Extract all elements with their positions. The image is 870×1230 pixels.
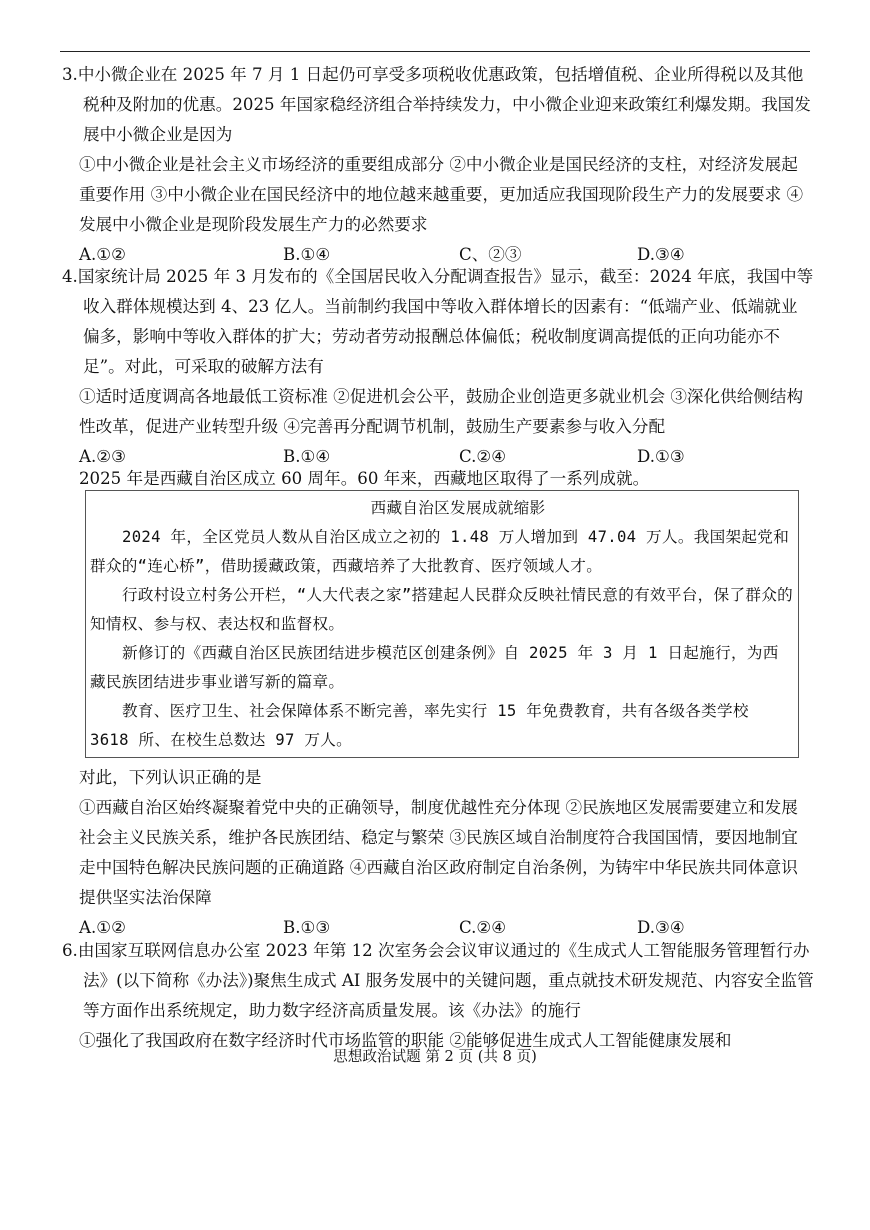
page-footer: 思想政治试题 第 2 页 (共 8 页) bbox=[333, 1048, 537, 1065]
choice-b[interactable]: B.①④ bbox=[283, 447, 331, 466]
material-paragraph: 新修订的《西藏自治区民族团结进步模范区创建条例》自 2025 年 3 月 1 日起施行，为西藏民族团结进步事业谱写新的篇章。 bbox=[90, 644, 779, 691]
question-5-intro: 2025 年是西藏自治区成立 60 周年。60 年来，西藏地区取得了一系列成就。 bbox=[79, 469, 650, 488]
choice-b[interactable]: B.①④ bbox=[283, 245, 331, 264]
material-paragraph: 2024 年，全区党员人数从自治区成立之初的 1.48 万人增加到 47.04 万人。我国架起党和群众的“连心桥”，借助援藏政策，西藏培养了大批教育、医疗领域人才。 bbox=[90, 528, 790, 575]
question-4-statements: ①适时适度调高各地最低工资标准 ②促进机会公平，鼓励企业创造更多就业机会 ③深化供给侧结构性改革，促进产业转型升级 ④完善再分配调节机制，鼓励生产要素参与收入分配 bbox=[79, 387, 804, 436]
choice-d[interactable]: D.③④ bbox=[637, 918, 685, 937]
question-4 bbox=[62, 262, 814, 472]
question-3 bbox=[62, 60, 814, 270]
question-5 bbox=[62, 763, 814, 943]
question-3-stem: 3.中小微企业在 2025 年 7 月 1 日起仍可享受多项税收优惠政策，包括增值税、企业所得税以及其他税种及附加的优惠。2025 年国家稳经济组合举持续发力，中小微企业迎来政策红利爆发期。我国发展中小微企业是因为 bbox=[62, 65, 811, 144]
choice-c[interactable]: C.②④ bbox=[459, 447, 507, 466]
question-6-stem: 6.由国家互联网信息办公室 2023 年第 12 次室务会会议审议通过的《生成式人工智能服务管理暂行办法》(以下简称《办法》)聚焦生成式 AI 服务发展中的关键问题，重点就技术研发规范、内容安全监管等方面作出系统规定，助力数字经济高质量发展。该《办法》的施行 bbox=[62, 941, 814, 1020]
material-box bbox=[85, 490, 799, 758]
material-paragraph: 教育、医疗卫生、社会保障体系不断完善，率先实行 15 年免费教育，共有各级各类学校 3618 所、在校生总数达 97 万人。 bbox=[90, 702, 749, 749]
choice-c[interactable]: C.②④ bbox=[459, 918, 507, 937]
choice-d[interactable]: D.③④ bbox=[637, 245, 685, 264]
choice-a[interactable]: A.①② bbox=[79, 245, 127, 264]
question-5-question: 对此，下列认识正确的是 bbox=[79, 768, 262, 787]
question-5-statements: ①西藏自治区始终凝聚着党中央的正确领导，制度优越性充分体现 ②民族地区发展需要建立和发展社会主义民族关系，维护各民族团结、稳定与繁荣 ③民族区域自治制度符合我国国情，要因地制宜走中国特色解决民族问题的正确道路 ④西藏自治区政府制定自治条例，为铸牢中华民族共同体意识提供坚实法治保障 bbox=[79, 798, 798, 907]
question-4-stem: 4.国家统计局 2025 年 3 月发布的《全国居民收入分配调查报告》显示，截至：2024 年底，我国中等收入群体规模达到 4、23 亿人。当前制约我国中等收入群体增长的因素有：“低端产业、低端就业偏多，影响中等收入群体的扩大；劳动者劳动报酬总体偏低；税收制度调高提低的正向功能亦不足”。对此，可采取的破解方法有 bbox=[62, 267, 814, 376]
question-3-statements: ①中小微企业是社会主义市场经济的重要组成部分 ②中小微企业是国民经济的支柱，对经济发展起重要作用 ③中小微企业在国民经济中的地位越来越重要，更加适应我国现阶段生产力的发展要求 ④发展中小微企业是现阶段发展生产力的必然要求 bbox=[79, 155, 804, 234]
choice-d[interactable]: D.①③ bbox=[637, 447, 685, 466]
choice-b[interactable]: B.①③ bbox=[283, 918, 331, 937]
header-rule bbox=[60, 51, 810, 52]
choice-a[interactable]: A.②③ bbox=[79, 447, 127, 466]
choice-a[interactable]: A.①② bbox=[79, 918, 127, 937]
question-6 bbox=[62, 936, 814, 1056]
question-6-statements: ①强化了我国政府在数字经济时代市场监管的职能 ②能够促进生成式人工智能健康发展和 bbox=[79, 1031, 732, 1050]
choice-c[interactable]: C、②③ bbox=[459, 245, 522, 264]
material-paragraph: 行政村设立村务公开栏，“人大代表之家”搭建起人民群众反映社情民意的有效平台，保了群众的知情权、参与权、表达权和监督权。 bbox=[90, 586, 794, 633]
material-box-title: 西藏自治区发展成就缩影 bbox=[370, 499, 546, 517]
